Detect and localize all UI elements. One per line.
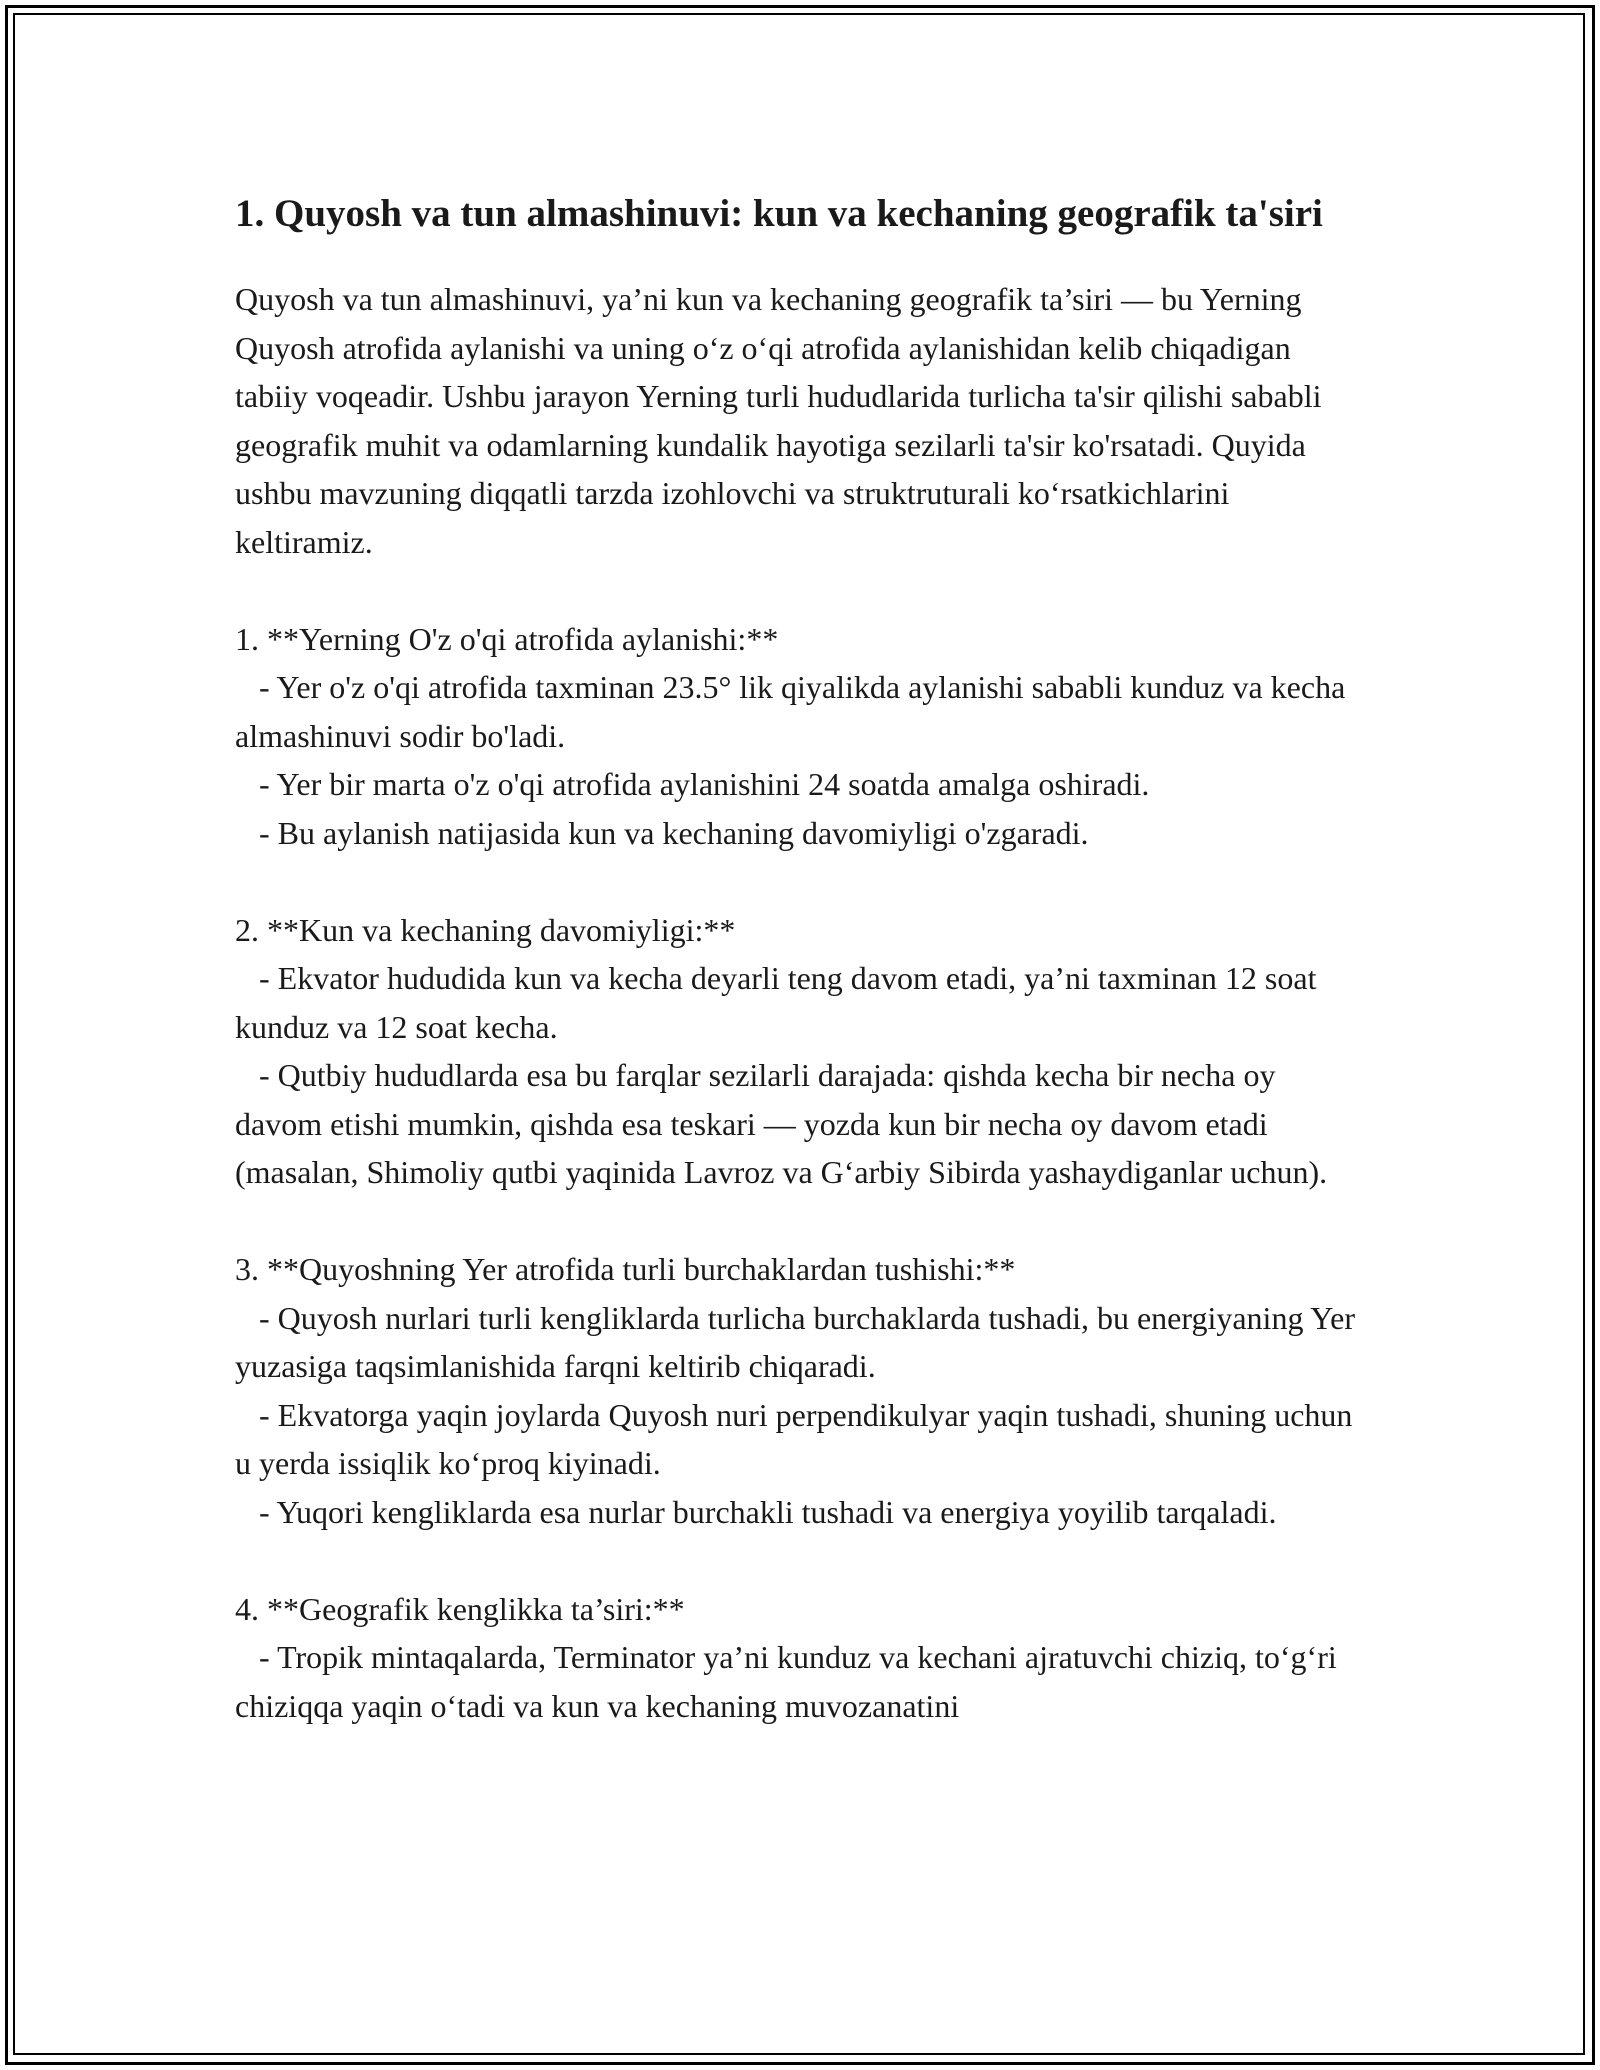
list-item: - Tropik mintaqalarda, Terminator ya’ni kunduz va kechani ajratuvchi chiziq, to‘g‘ri chiziqqa yaqin o‘tadi va kun va kechaning muvozanatini xyxy=(235,1639,1345,1724)
list-item: - Yuqori kengliklarda esa nurlar burchakli tushadi va energiya yoyilib tarqaladi. xyxy=(235,1493,1277,1530)
section-heading: 2. **Kun va kechaning davomiyligi:** xyxy=(235,911,736,948)
list-item: - Yer bir marta o'z o'qi atrofida aylanishini 24 soatda amalga oshiradi. xyxy=(235,766,1150,802)
section-4 xyxy=(235,1585,1365,1731)
list-item: - Quyosh nurlari turli kengliklarda turlicha burchaklarda tushadi, bu energiyaning Yer yuzasiga taqsimlanishida farqni keltirib chiqaradi. xyxy=(235,1299,1364,1384)
document-body xyxy=(235,186,1365,1779)
list-item: - Bu aylanish natijasida kun va kechaning davomiyligi o'zgaradi. xyxy=(235,814,1089,851)
list-item: - Yer o'z o'qi atrofida taxminan 23.5° lik qiyalikda aylanishi sababli kunduz va kecha almashinuvi sodir bo'ladi. xyxy=(235,669,1354,754)
list-item: - Qutbiy hududlarda esa bu farqlar sezilarli darajada: qishda kecha bir necha oy davom etishi mumkin, qishda esa teskari — yozda kun bir necha oy davom etadi (masalan, Shimoliy qutbi yaqinida Lavroz va G‘arbiy Sibirda yashaydiganlar uchun). xyxy=(235,1057,1328,1190)
section-1 xyxy=(235,615,1365,858)
section-heading: 1. **Yerning O'z o'qi atrofida aylanishi:** xyxy=(235,620,779,657)
list-item: - Ekvator hududida kun va kecha deyarli teng davom etadi, ya’ni taxminan 12 soat kunduz va 12 soat kecha. xyxy=(235,960,1325,1045)
section-3 xyxy=(235,1245,1365,1536)
document-title: 1. Quyosh va tun almashinuvi: kun va kechaning geografik ta'siri xyxy=(235,192,1323,235)
intro-paragraph: Quyosh va tun almashinuvi, ya’ni kun va kechaning geografik ta’siri — bu Yerning Quyosh atrofida aylanishi va uning o‘z o‘qi atrofida aylanishidan kelib chiqadigan tabiiy voqeadir. Ushbu jarayon Yerning turli hududlarida turlicha ta'sir qilishi sababli geografik muhit va odamlarning kundalik hayotiga sezilarli ta'sir ko'rsatadi. Quyida ushbu mavzuning diqqatli tarzda izohlovchi va struktruturali ko‘rsatkichlarini keltiramiz. xyxy=(235,281,1322,560)
section-heading: 3. **Quyoshning Yer atrofida turli burchaklardan tushishi:** xyxy=(235,1251,1016,1287)
section-2 xyxy=(235,906,1365,1197)
section-heading: 4. **Geografik kenglikka ta’siri:** xyxy=(235,1590,685,1627)
list-item: - Ekvatorga yaqin joylarda Quyosh nuri perpendikulyar yaqin tushadi, shuning uchun u yerda issiqlik ko‘proq kiyinadi. xyxy=(235,1396,1361,1481)
